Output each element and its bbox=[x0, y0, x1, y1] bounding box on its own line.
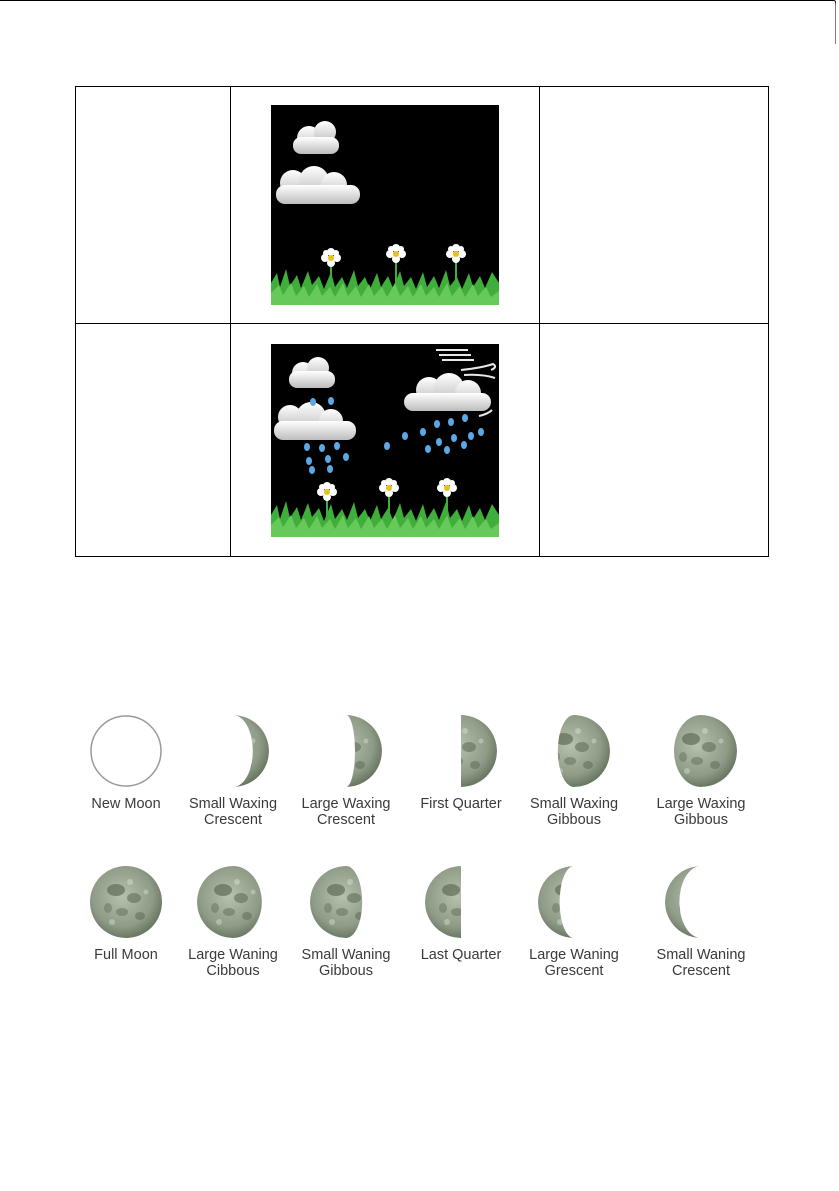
table-row bbox=[76, 324, 769, 557]
moon-phase-label: Large Waxing bbox=[301, 796, 391, 812]
large-waning-gibbous-icon bbox=[195, 864, 271, 940]
moon-phase-label-line-2: Crescent bbox=[316, 812, 376, 828]
cloudy-scene-icon bbox=[271, 105, 499, 305]
page-edge-line bbox=[0, 0, 836, 44]
moon-phase-label: Small Waning bbox=[656, 947, 746, 963]
moon-phase-label-line-2: Crescent bbox=[671, 963, 731, 979]
moon-phase-label-line-2: Cibbous bbox=[206, 963, 260, 979]
last-quarter-icon bbox=[423, 864, 499, 940]
moon-phase-label: Small Waxing bbox=[529, 796, 619, 812]
moon-phase-item bbox=[396, 864, 526, 963]
moon-phase-item bbox=[281, 713, 411, 828]
moon-phase-item bbox=[509, 713, 639, 828]
table-cell bbox=[231, 324, 540, 557]
small-waning-crescent-icon bbox=[663, 864, 739, 940]
moon-phase-item bbox=[636, 713, 766, 828]
moon-phase-label: Full Moon bbox=[94, 947, 158, 963]
moon-phase-label-line-2: Crescent bbox=[203, 812, 263, 828]
moon-phase-item bbox=[61, 713, 191, 812]
moon-phase-item bbox=[396, 713, 526, 812]
moon-phase-label-line-2: Grescent bbox=[544, 963, 604, 979]
weather-icon-table bbox=[75, 86, 769, 557]
moon-phase-item bbox=[509, 864, 639, 979]
moon-phase-label-line-2: Gibbous bbox=[546, 812, 601, 828]
rainy-scene-icon bbox=[271, 344, 499, 537]
small-waning-gibbous-icon bbox=[308, 864, 384, 940]
moon-phase-label: Large Waxing bbox=[656, 796, 746, 812]
full-moon-icon bbox=[88, 864, 164, 940]
table-cell bbox=[231, 87, 540, 324]
small-waxing-crescent-icon bbox=[195, 713, 271, 789]
moon-phase-label: New Moon bbox=[91, 796, 161, 812]
large-waxing-gibbous-icon bbox=[663, 713, 739, 789]
table-row bbox=[76, 87, 769, 324]
moon-phase-label: Small Waning bbox=[301, 947, 391, 963]
moon-phase-label: First Quarter bbox=[420, 796, 502, 812]
moon-phase-label-line-2: Gibbous bbox=[318, 963, 373, 979]
moon-phase-item bbox=[281, 864, 411, 979]
moon-phase-item bbox=[168, 713, 298, 828]
large-waxing-crescent-icon bbox=[308, 713, 384, 789]
table-cell bbox=[76, 87, 231, 324]
table-cell bbox=[540, 324, 769, 557]
new-moon-icon bbox=[88, 713, 164, 789]
first-quarter-icon bbox=[423, 713, 499, 789]
large-waning-crescent-icon bbox=[536, 864, 612, 940]
moon-phase-label: Large Waning bbox=[529, 947, 619, 963]
moon-phase-label-line-2: Gibbous bbox=[673, 812, 728, 828]
small-waxing-gibbous-icon bbox=[536, 713, 612, 789]
moon-phase-label: Small Waxing bbox=[188, 796, 278, 812]
moon-phase-label: Large Waning bbox=[188, 947, 278, 963]
table-cell bbox=[540, 87, 769, 324]
moon-phase-label: Last Quarter bbox=[420, 947, 502, 963]
moon-phase-item bbox=[636, 864, 766, 979]
moon-phase-item bbox=[61, 864, 191, 963]
table-cell bbox=[76, 324, 231, 557]
moon-phase-item bbox=[168, 864, 298, 979]
